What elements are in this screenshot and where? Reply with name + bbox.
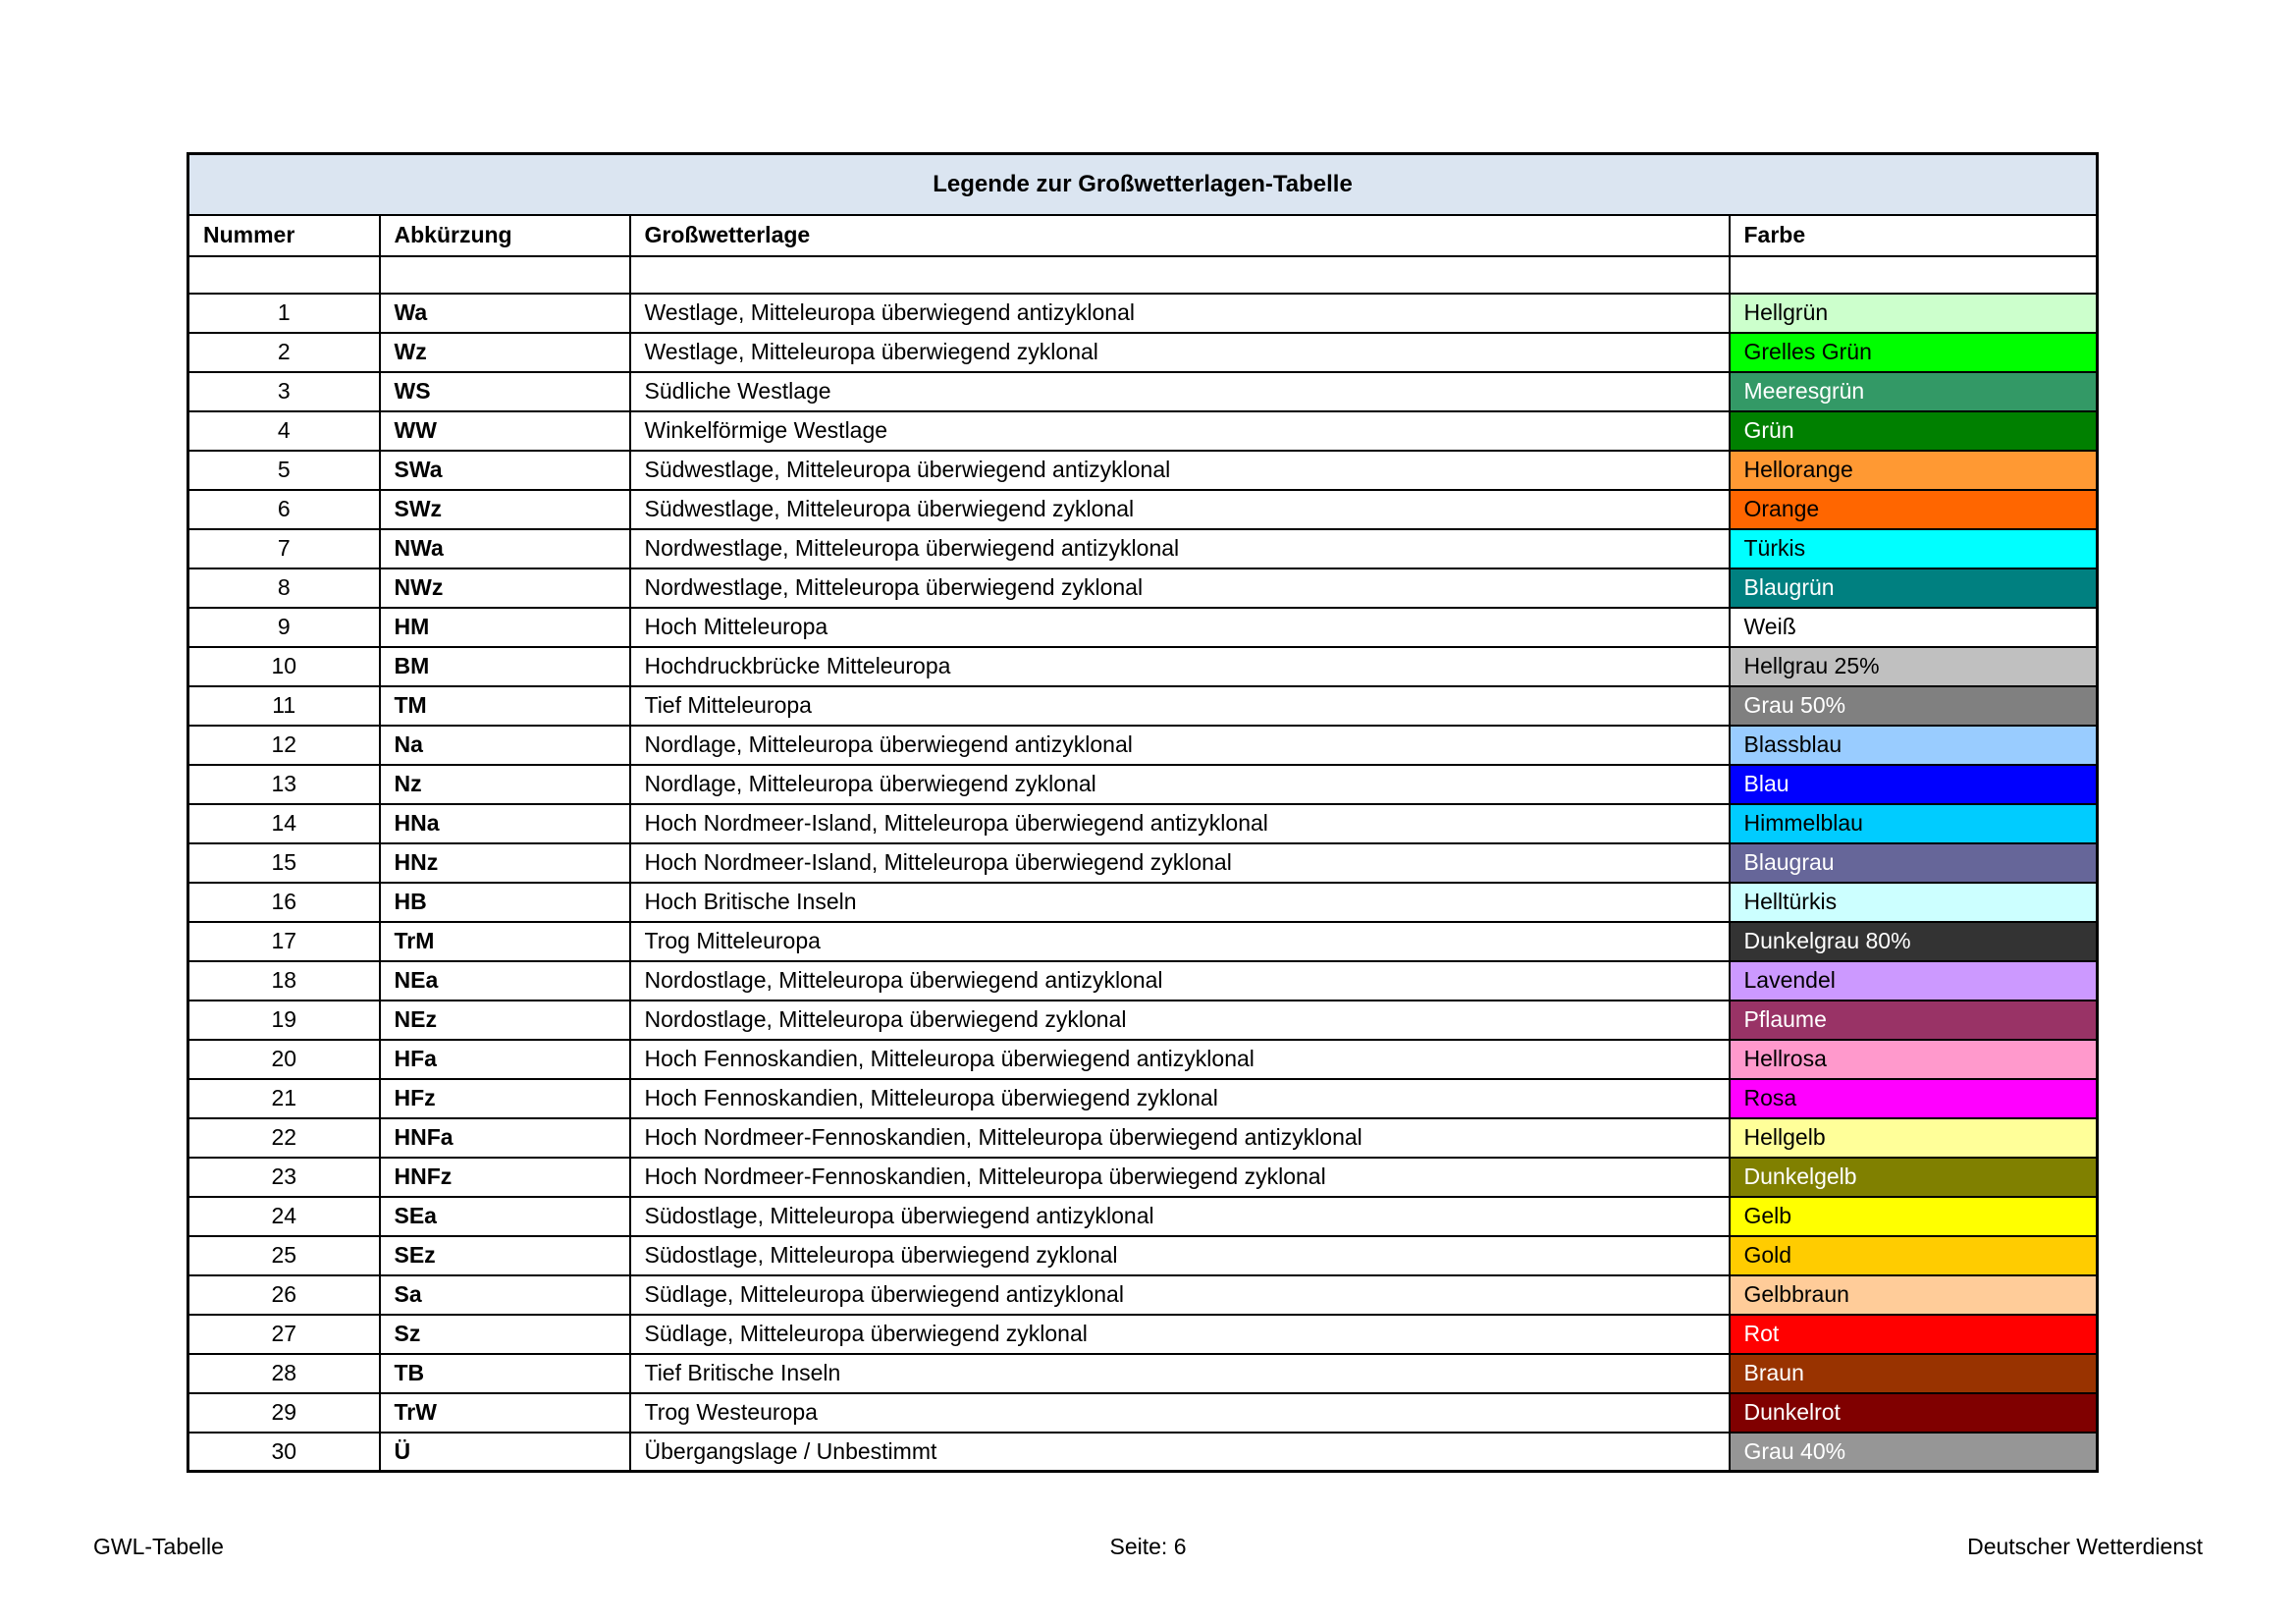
table-row xyxy=(188,1315,2098,1354)
cell-nummer: 19 xyxy=(188,1001,380,1040)
cell-nummer: 8 xyxy=(188,568,380,608)
color-swatch-cell: Blau xyxy=(1730,765,2098,804)
color-swatch-cell: Blaugrau xyxy=(1730,843,2098,883)
cell-abkuerzung: SWa xyxy=(380,451,630,490)
cell-nummer: 29 xyxy=(188,1393,380,1433)
table-row xyxy=(188,529,2098,568)
cell-grosswetterlage: Westlage, Mitteleuropa überwiegend antizyklonal xyxy=(630,294,1730,333)
table-row xyxy=(188,1393,2098,1433)
table-header-row xyxy=(188,215,2098,256)
cell-grosswetterlage: Tief Mitteleuropa xyxy=(630,686,1730,726)
color-swatch-cell: Himmelblau xyxy=(1730,804,2098,843)
color-swatch-cell: Pflaume xyxy=(1730,1001,2098,1040)
table-title-row xyxy=(188,154,2098,215)
footer-document-name: GWL-Tabelle xyxy=(93,1534,224,1559)
cell-abkuerzung: TrM xyxy=(380,922,630,961)
color-swatch-cell: Türkis xyxy=(1730,529,2098,568)
cell-nummer: 18 xyxy=(188,961,380,1001)
table-row xyxy=(188,608,2098,647)
table-row xyxy=(188,1040,2098,1079)
cell-abkuerzung: SWz xyxy=(380,490,630,529)
table-row xyxy=(188,647,2098,686)
cell-abkuerzung: NEa xyxy=(380,961,630,1001)
cell-abkuerzung: Ü xyxy=(380,1433,630,1472)
cell-abkuerzung: HNz xyxy=(380,843,630,883)
color-swatch-cell: Grau 50% xyxy=(1730,686,2098,726)
cell-abkuerzung: NEz xyxy=(380,1001,630,1040)
cell-abkuerzung: TrW xyxy=(380,1393,630,1433)
cell-grosswetterlage: Hoch Fennoskandien, Mitteleuropa überwiegend zyklonal xyxy=(630,1079,1730,1118)
spacer-cell xyxy=(1730,256,2098,294)
cell-abkuerzung: TB xyxy=(380,1354,630,1393)
cell-nummer: 23 xyxy=(188,1158,380,1197)
cell-grosswetterlage: Hoch Fennoskandien, Mitteleuropa überwiegend antizyklonal xyxy=(630,1040,1730,1079)
cell-nummer: 24 xyxy=(188,1197,380,1236)
table-row xyxy=(188,411,2098,451)
cell-grosswetterlage: Nordostlage, Mitteleuropa überwiegend antizyklonal xyxy=(630,961,1730,1001)
color-swatch-cell: Hellrosa xyxy=(1730,1040,2098,1079)
cell-nummer: 22 xyxy=(188,1118,380,1158)
cell-nummer: 21 xyxy=(188,1079,380,1118)
table-row xyxy=(188,1001,2098,1040)
cell-grosswetterlage: Hoch Nordmeer-Island, Mitteleuropa überwiegend zyklonal xyxy=(630,843,1730,883)
cell-nummer: 2 xyxy=(188,333,380,372)
cell-nummer: 6 xyxy=(188,490,380,529)
cell-grosswetterlage: Südwestlage, Mitteleuropa überwiegend zyklonal xyxy=(630,490,1730,529)
cell-nummer: 25 xyxy=(188,1236,380,1275)
cell-grosswetterlage: Südliche Westlage xyxy=(630,372,1730,411)
cell-nummer: 12 xyxy=(188,726,380,765)
cell-grosswetterlage: Hoch Britische Inseln xyxy=(630,883,1730,922)
column-header-farbe: Farbe xyxy=(1730,215,2098,256)
cell-nummer: 13 xyxy=(188,765,380,804)
table-row xyxy=(188,1197,2098,1236)
cell-grosswetterlage: Hochdruckbrücke Mitteleuropa xyxy=(630,647,1730,686)
color-swatch-cell: Gold xyxy=(1730,1236,2098,1275)
cell-grosswetterlage: Südlage, Mitteleuropa überwiegend antizyklonal xyxy=(630,1275,1730,1315)
table-body xyxy=(188,294,2098,1472)
cell-grosswetterlage: Südlage, Mitteleuropa überwiegend zyklonal xyxy=(630,1315,1730,1354)
cell-abkuerzung: Wz xyxy=(380,333,630,372)
color-swatch-cell: Grau 40% xyxy=(1730,1433,2098,1472)
page-footer xyxy=(93,1534,2203,1560)
table-row xyxy=(188,1275,2098,1315)
cell-grosswetterlage: Tief Britische Inseln xyxy=(630,1354,1730,1393)
cell-grosswetterlage: Trog Westeuropa xyxy=(630,1393,1730,1433)
gwl-legend-table xyxy=(187,152,2099,1473)
color-swatch-cell: Hellgrün xyxy=(1730,294,2098,333)
cell-abkuerzung: HB xyxy=(380,883,630,922)
color-swatch-cell: Orange xyxy=(1730,490,2098,529)
cell-nummer: 30 xyxy=(188,1433,380,1472)
cell-nummer: 7 xyxy=(188,529,380,568)
spacer-cell xyxy=(188,256,380,294)
table-row xyxy=(188,686,2098,726)
cell-nummer: 20 xyxy=(188,1040,380,1079)
cell-abkuerzung: HNFa xyxy=(380,1118,630,1158)
cell-abkuerzung: HFz xyxy=(380,1079,630,1118)
cell-abkuerzung: Nz xyxy=(380,765,630,804)
column-header-grosswetterlage: Großwetterlage xyxy=(630,215,1730,256)
cell-abkuerzung: Na xyxy=(380,726,630,765)
cell-nummer: 26 xyxy=(188,1275,380,1315)
footer-page-number: Seite: 6 xyxy=(1109,1534,1187,1559)
color-swatch-cell: Weiß xyxy=(1730,608,2098,647)
table-row xyxy=(188,843,2098,883)
cell-nummer: 28 xyxy=(188,1354,380,1393)
table-row xyxy=(188,804,2098,843)
cell-grosswetterlage: Westlage, Mitteleuropa überwiegend zyklonal xyxy=(630,333,1730,372)
cell-abkuerzung: BM xyxy=(380,647,630,686)
cell-grosswetterlage: Hoch Mitteleuropa xyxy=(630,608,1730,647)
color-swatch-cell: Lavendel xyxy=(1730,961,2098,1001)
color-swatch-cell: Hellorange xyxy=(1730,451,2098,490)
table-row xyxy=(188,961,2098,1001)
cell-grosswetterlage: Hoch Nordmeer-Fennoskandien, Mitteleuropa überwiegend antizyklonal xyxy=(630,1118,1730,1158)
cell-nummer: 4 xyxy=(188,411,380,451)
color-swatch-cell: Helltürkis xyxy=(1730,883,2098,922)
cell-abkuerzung: TM xyxy=(380,686,630,726)
table-row xyxy=(188,568,2098,608)
cell-nummer: 11 xyxy=(188,686,380,726)
cell-grosswetterlage: Übergangslage / Unbestimmt xyxy=(630,1433,1730,1472)
cell-abkuerzung: WW xyxy=(380,411,630,451)
table-row xyxy=(188,1118,2098,1158)
table-row xyxy=(188,1433,2098,1472)
table-row xyxy=(188,1079,2098,1118)
color-swatch-cell: Dunkelgrau 80% xyxy=(1730,922,2098,961)
table-row xyxy=(188,726,2098,765)
cell-grosswetterlage: Nordwestlage, Mitteleuropa überwiegend zyklonal xyxy=(630,568,1730,608)
color-swatch-cell: Gelb xyxy=(1730,1197,2098,1236)
cell-nummer: 15 xyxy=(188,843,380,883)
cell-grosswetterlage: Trog Mitteleuropa xyxy=(630,922,1730,961)
color-swatch-cell: Hellgrau 25% xyxy=(1730,647,2098,686)
cell-abkuerzung: HM xyxy=(380,608,630,647)
cell-grosswetterlage: Südostlage, Mitteleuropa überwiegend antizyklonal xyxy=(630,1197,1730,1236)
color-swatch-cell: Braun xyxy=(1730,1354,2098,1393)
cell-grosswetterlage: Südostlage, Mitteleuropa überwiegend zyklonal xyxy=(630,1236,1730,1275)
color-swatch-cell: Grün xyxy=(1730,411,2098,451)
cell-grosswetterlage: Nordlage, Mitteleuropa überwiegend zyklonal xyxy=(630,765,1730,804)
cell-nummer: 27 xyxy=(188,1315,380,1354)
color-swatch-cell: Gelbbraun xyxy=(1730,1275,2098,1315)
color-swatch-cell: Grelles Grün xyxy=(1730,333,2098,372)
column-header-abkuerzung: Abkürzung xyxy=(380,215,630,256)
table-row xyxy=(188,372,2098,411)
table-title: Legende zur Großwetterlagen-Tabelle xyxy=(188,154,2098,215)
color-swatch-cell: Blaugrün xyxy=(1730,568,2098,608)
cell-grosswetterlage: Hoch Nordmeer-Fennoskandien, Mitteleuropa überwiegend zyklonal xyxy=(630,1158,1730,1197)
cell-nummer: 5 xyxy=(188,451,380,490)
table-row xyxy=(188,765,2098,804)
cell-nummer: 10 xyxy=(188,647,380,686)
cell-nummer: 14 xyxy=(188,804,380,843)
cell-abkuerzung: SEa xyxy=(380,1197,630,1236)
cell-abkuerzung: HNa xyxy=(380,804,630,843)
cell-abkuerzung: SEz xyxy=(380,1236,630,1275)
cell-grosswetterlage: Hoch Nordmeer-Island, Mitteleuropa überwiegend antizyklonal xyxy=(630,804,1730,843)
color-swatch-cell: Dunkelgelb xyxy=(1730,1158,2098,1197)
table-row xyxy=(188,294,2098,333)
color-swatch-cell: Meeresgrün xyxy=(1730,372,2098,411)
color-swatch-cell: Dunkelrot xyxy=(1730,1393,2098,1433)
cell-abkuerzung: WS xyxy=(380,372,630,411)
cell-abkuerzung: HFa xyxy=(380,1040,630,1079)
cell-nummer: 9 xyxy=(188,608,380,647)
column-header-nummer: Nummer xyxy=(188,215,380,256)
spacer-cell xyxy=(380,256,630,294)
cell-nummer: 17 xyxy=(188,922,380,961)
table-row xyxy=(188,333,2098,372)
cell-abkuerzung: Sz xyxy=(380,1315,630,1354)
spacer-row xyxy=(188,256,2098,294)
cell-grosswetterlage: Südwestlage, Mitteleuropa überwiegend antizyklonal xyxy=(630,451,1730,490)
color-swatch-cell: Rosa xyxy=(1730,1079,2098,1118)
table-row xyxy=(188,922,2098,961)
cell-abkuerzung: NWz xyxy=(380,568,630,608)
cell-nummer: 3 xyxy=(188,372,380,411)
cell-nummer: 16 xyxy=(188,883,380,922)
cell-abkuerzung: Wa xyxy=(380,294,630,333)
cell-grosswetterlage: Nordwestlage, Mitteleuropa überwiegend antizyklonal xyxy=(630,529,1730,568)
table-row xyxy=(188,1236,2098,1275)
spacer-cell xyxy=(630,256,1730,294)
table-row xyxy=(188,490,2098,529)
table-row xyxy=(188,451,2098,490)
table-row xyxy=(188,883,2098,922)
cell-grosswetterlage: Nordlage, Mitteleuropa überwiegend antizyklonal xyxy=(630,726,1730,765)
cell-abkuerzung: NWa xyxy=(380,529,630,568)
cell-grosswetterlage: Winkelförmige Westlage xyxy=(630,411,1730,451)
color-swatch-cell: Rot xyxy=(1730,1315,2098,1354)
cell-grosswetterlage: Nordostlage, Mitteleuropa überwiegend zyklonal xyxy=(630,1001,1730,1040)
color-swatch-cell: Blassblau xyxy=(1730,726,2098,765)
cell-nummer: 1 xyxy=(188,294,380,333)
table-row xyxy=(188,1354,2098,1393)
cell-abkuerzung: HNFz xyxy=(380,1158,630,1197)
table-row xyxy=(188,1158,2098,1197)
cell-abkuerzung: Sa xyxy=(380,1275,630,1315)
footer-organization: Deutscher Wetterdienst xyxy=(1967,1534,2203,1559)
color-swatch-cell: Hellgelb xyxy=(1730,1118,2098,1158)
